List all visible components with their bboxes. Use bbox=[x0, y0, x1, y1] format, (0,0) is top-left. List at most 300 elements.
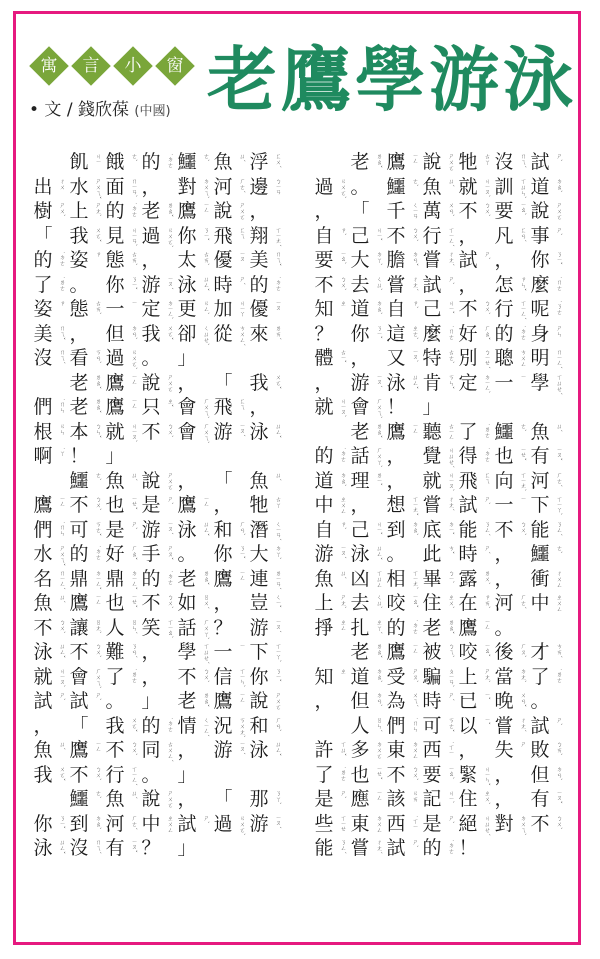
text-cell bbox=[385, 493, 421, 517]
character: 「 bbox=[213, 788, 233, 811]
zhuyin-annotation: ㄈㄢˊ bbox=[519, 226, 526, 242]
character: 膽 bbox=[386, 249, 406, 272]
text-cell bbox=[68, 567, 104, 591]
zhuyin-annotation: ㄏㄨㄟˋ bbox=[202, 398, 209, 420]
character: 的 bbox=[33, 249, 53, 272]
zhuyin-annotation: ㄉㄨㄥ bbox=[411, 741, 418, 760]
zhuyin-annotation: ㄘˇ bbox=[447, 545, 454, 555]
text-row bbox=[313, 150, 573, 175]
character: 潛 bbox=[249, 518, 269, 541]
character: 鱷 bbox=[494, 420, 514, 443]
text-row bbox=[32, 689, 292, 714]
text-cell bbox=[313, 273, 349, 297]
zhuyin-annotation: ㄑㄩˋ bbox=[375, 594, 382, 610]
zhuyin-annotation: ㄧㄝˇ bbox=[375, 765, 382, 780]
character: 態 bbox=[69, 298, 89, 321]
character: 上 bbox=[458, 665, 478, 688]
zhuyin-annotation: ㄓㄚˊ bbox=[375, 618, 382, 634]
text-cell bbox=[176, 665, 212, 689]
zhuyin-annotation: ㄅㄞˋ bbox=[555, 741, 562, 757]
zhuyin-annotation: ㄜˋ bbox=[94, 790, 101, 800]
text-cell bbox=[421, 420, 457, 444]
text-cell bbox=[493, 322, 529, 346]
zhuyin-annotation: ㄐㄧㄢˋ bbox=[130, 226, 137, 247]
zhuyin-annotation: ㄩㄥˇ bbox=[58, 643, 65, 659]
text-cell bbox=[176, 542, 212, 566]
text-cell bbox=[493, 787, 529, 811]
zhuyin-annotation: ㄌㄠˇ bbox=[447, 618, 454, 634]
character: 絕 bbox=[458, 812, 478, 835]
zhuyin-annotation: ㄒㄧㄠˋ bbox=[166, 618, 173, 639]
zhuyin-annotation: ㄩㄥˇ bbox=[202, 520, 209, 536]
character: 話 bbox=[177, 616, 197, 639]
text-cell bbox=[68, 640, 104, 664]
text-cell bbox=[32, 469, 68, 493]
zhuyin-annotation: ㄗˋ bbox=[339, 226, 346, 236]
text-cell bbox=[140, 542, 176, 566]
text-cell bbox=[457, 469, 493, 493]
character: 到 bbox=[386, 518, 406, 541]
article-title: 老鷹學游泳 bbox=[207, 39, 577, 121]
text-cell bbox=[140, 469, 176, 493]
text-cell bbox=[493, 248, 529, 272]
character: 鷹 bbox=[458, 616, 478, 639]
character: 中 bbox=[141, 812, 161, 835]
text-row bbox=[32, 665, 292, 690]
character: 也 bbox=[350, 763, 370, 786]
text-cell bbox=[104, 199, 140, 223]
text-cell bbox=[212, 322, 248, 346]
character: 了 bbox=[530, 665, 550, 688]
character: 水 bbox=[69, 175, 89, 198]
text-cell bbox=[385, 542, 421, 566]
text-cell bbox=[349, 395, 385, 419]
text-cell bbox=[529, 469, 565, 493]
text-cell bbox=[457, 836, 493, 860]
text-row bbox=[32, 248, 292, 273]
zhuyin-annotation: ㄧㄥ bbox=[202, 496, 209, 508]
zhuyin-annotation: ㄒㄩㄝˊ bbox=[555, 373, 562, 395]
text-cell bbox=[104, 567, 140, 591]
character: 鷹 bbox=[177, 200, 197, 223]
character: 姿 bbox=[69, 249, 89, 272]
zhuyin-annotation: ㄧˇ bbox=[483, 692, 490, 701]
section-badge-label: 寓 bbox=[40, 56, 58, 76]
text-cell bbox=[104, 469, 140, 493]
character: 相 bbox=[386, 567, 406, 590]
text-cell bbox=[421, 175, 457, 199]
text-cell bbox=[529, 567, 565, 591]
text-cell bbox=[104, 836, 140, 860]
text-cell bbox=[140, 150, 176, 174]
text-cell bbox=[68, 150, 104, 174]
text-cell bbox=[104, 395, 140, 419]
text-cell bbox=[421, 518, 457, 542]
character: 聰 bbox=[494, 347, 514, 370]
character: 一 bbox=[105, 298, 125, 321]
zhuyin-annotation: ㄧ bbox=[519, 373, 526, 379]
character: 應 bbox=[350, 788, 370, 811]
zhuyin-annotation: ㄩㄥˇ bbox=[274, 422, 281, 438]
character: 騙 bbox=[422, 665, 442, 688]
text-cell bbox=[248, 420, 284, 444]
text-cell bbox=[176, 346, 212, 370]
text-cell bbox=[68, 836, 104, 860]
text-cell bbox=[313, 518, 349, 542]
text-cell bbox=[176, 224, 212, 248]
character: ， bbox=[314, 690, 334, 713]
text-cell bbox=[212, 518, 248, 542]
zhuyin-annotation: ㄜˋ bbox=[130, 153, 137, 163]
text-cell bbox=[385, 640, 421, 664]
text-row bbox=[313, 812, 573, 837]
character: 也 bbox=[105, 494, 125, 517]
zhuyin-annotation: ㄋㄧˇ bbox=[555, 251, 562, 266]
zhuyin-annotation: ㄧㄡˇ bbox=[555, 790, 562, 805]
text-cell bbox=[32, 665, 68, 689]
text-row bbox=[313, 616, 573, 641]
character: 西 bbox=[386, 812, 406, 835]
character: 自 bbox=[314, 518, 334, 541]
character: 連 bbox=[249, 567, 269, 590]
zhuyin-annotation: ㄧ bbox=[519, 496, 526, 502]
zhuyin-annotation: ㄍㄨㄛˋ bbox=[339, 177, 346, 199]
text-cell bbox=[68, 469, 104, 493]
character: 但 bbox=[350, 690, 370, 713]
text-row bbox=[32, 297, 292, 322]
character: 身 bbox=[530, 322, 550, 345]
zhuyin-annotation: ㄋㄚˋ bbox=[274, 790, 281, 806]
text-cell bbox=[212, 640, 248, 664]
character: 為 bbox=[386, 690, 406, 713]
text-cell bbox=[421, 371, 457, 395]
text-cell bbox=[212, 469, 248, 493]
character: 你 bbox=[530, 249, 550, 272]
zhuyin-annotation: ㄧㄡˊ bbox=[166, 275, 173, 290]
text-cell bbox=[140, 420, 176, 444]
character: 不 bbox=[141, 420, 161, 443]
text-cell bbox=[493, 273, 529, 297]
character: 嘗 bbox=[422, 494, 442, 517]
text-cell bbox=[212, 689, 248, 713]
text-cell bbox=[104, 640, 140, 664]
zhuyin-annotation: ㄕㄨㄛ bbox=[447, 153, 454, 172]
zhuyin-annotation: ㄕㄤˋ bbox=[94, 202, 101, 218]
character: 河 bbox=[105, 812, 125, 835]
zhuyin-annotation: ㄊㄨㄥˊ bbox=[166, 741, 173, 763]
text-cell bbox=[140, 297, 176, 321]
character: 魚 bbox=[105, 469, 125, 492]
text-cell bbox=[529, 665, 565, 689]
zhuyin-annotation: ㄒㄧㄤˊ bbox=[274, 226, 281, 247]
zhuyin-annotation: ㄌㄨˋ bbox=[483, 569, 490, 585]
zhuyin-annotation: ㄕˋ bbox=[130, 520, 137, 530]
character: 魚 bbox=[314, 567, 334, 590]
text-cell bbox=[104, 542, 140, 566]
text-cell bbox=[421, 763, 457, 787]
character: 得 bbox=[458, 445, 478, 468]
text-cell bbox=[385, 567, 421, 591]
character: 泳 bbox=[386, 371, 406, 394]
text-row bbox=[313, 297, 573, 322]
character: 東 bbox=[350, 812, 370, 835]
zhuyin-annotation: ㄅㄨˋ bbox=[94, 765, 101, 781]
character: 試 bbox=[69, 690, 89, 713]
text-cell bbox=[140, 787, 176, 811]
character: 好 bbox=[458, 322, 478, 345]
character: 泳 bbox=[177, 518, 197, 541]
text-cell bbox=[176, 836, 212, 860]
character: 住 bbox=[458, 788, 478, 811]
text-row bbox=[32, 616, 292, 641]
character: 如 bbox=[177, 592, 197, 615]
character: ， bbox=[314, 200, 334, 223]
zhuyin-annotation: ㄍㄥˋ bbox=[202, 300, 209, 316]
zhuyin-annotation: ˙ㄇㄣ bbox=[411, 716, 418, 732]
character: 自 bbox=[314, 224, 334, 247]
zhuyin-annotation: ㄏㄨㄟˋ bbox=[94, 667, 101, 689]
character: 要 bbox=[314, 249, 334, 272]
text-cell bbox=[104, 812, 140, 836]
zhuyin-annotation: ㄕㄨㄟˇ bbox=[94, 177, 101, 199]
zhuyin-annotation: ㄉㄨㄟˋ bbox=[202, 177, 209, 199]
text-cell bbox=[529, 371, 565, 395]
zhuyin-annotation: ㄅㄨˋ bbox=[339, 275, 346, 291]
zhuyin-annotation: ㄓ bbox=[339, 300, 346, 307]
text-cell bbox=[493, 346, 529, 370]
text-cell bbox=[32, 493, 68, 517]
character: 」 bbox=[422, 396, 442, 419]
zhuyin-annotation: ㄅㄨˋ bbox=[555, 814, 562, 830]
zhuyin-annotation: ㄐㄧˇ bbox=[375, 520, 382, 535]
zhuyin-annotation: ㄜˋ bbox=[555, 545, 562, 555]
text-cell bbox=[104, 738, 140, 762]
zhuyin-annotation: ㄉㄧˇ bbox=[447, 520, 454, 535]
character: 泳 bbox=[249, 420, 269, 443]
text-cell bbox=[529, 297, 565, 321]
zhuyin-annotation: ㄩㄥˇ bbox=[411, 373, 418, 389]
zhuyin-annotation: ˙ㄉㄜ bbox=[94, 545, 101, 561]
zhuyin-annotation: ㄋㄢˊ bbox=[130, 643, 137, 659]
character: 不 bbox=[458, 298, 478, 321]
zhuyin-annotation: ㄇㄧㄢˋ bbox=[130, 177, 137, 198]
character: ， bbox=[314, 371, 334, 394]
text-cell bbox=[349, 371, 385, 395]
zhuyin-annotation: ㄧㄥ bbox=[130, 373, 137, 385]
text-cell bbox=[385, 689, 421, 713]
character: 說 bbox=[141, 371, 161, 394]
zhuyin-annotation: ㄧㄥ bbox=[58, 496, 65, 508]
character: 訓 bbox=[494, 175, 514, 198]
author-country: (中國) bbox=[134, 104, 171, 119]
zhuyin-annotation: ㄨㄟˊ bbox=[411, 692, 418, 708]
text-cell bbox=[313, 297, 349, 321]
zhuyin-annotation: ㄈㄟ bbox=[238, 398, 245, 411]
text-cell bbox=[176, 273, 212, 297]
text-cell bbox=[385, 273, 421, 297]
character: 就 bbox=[314, 396, 334, 419]
character: 時 bbox=[213, 273, 233, 296]
text-cell bbox=[248, 175, 284, 199]
text-row bbox=[32, 199, 292, 224]
zhuyin-annotation: ㄑㄩㄝˋ bbox=[202, 324, 209, 346]
text-cell bbox=[248, 297, 284, 321]
text-cell bbox=[493, 640, 529, 664]
text-cell bbox=[176, 787, 212, 811]
text-cell bbox=[349, 714, 385, 738]
character: 態 bbox=[105, 249, 125, 272]
zhuyin-annotation: ㄕˊ bbox=[238, 275, 245, 285]
zhuyin-annotation: ㄖㄣˊ bbox=[130, 618, 137, 634]
character: 鷹 bbox=[177, 494, 197, 517]
character: ， bbox=[213, 494, 233, 517]
text-cell bbox=[349, 518, 385, 542]
zhuyin-annotation: ㄕㄨㄛ bbox=[166, 373, 173, 392]
character: 太 bbox=[177, 249, 197, 272]
text-cell bbox=[68, 420, 104, 444]
character: 鱷 bbox=[530, 543, 550, 566]
zhuyin-annotation: ㄉㄨㄥ bbox=[375, 814, 382, 833]
zhuyin-annotation: ㄋㄥˊ bbox=[555, 520, 562, 536]
text-cell bbox=[421, 567, 457, 591]
character: 人 bbox=[105, 616, 125, 639]
character: 鷹 bbox=[69, 592, 89, 615]
zhuyin-annotation: ㄉㄚˋ bbox=[274, 545, 281, 561]
text-cell bbox=[421, 812, 457, 836]
character bbox=[313, 420, 335, 444]
text-cell bbox=[349, 248, 385, 272]
text-cell bbox=[349, 640, 385, 664]
character: 老 bbox=[177, 690, 197, 713]
character: 失 bbox=[494, 739, 514, 762]
text-row bbox=[32, 346, 292, 371]
text-cell bbox=[176, 616, 212, 640]
text-cell bbox=[140, 322, 176, 346]
text-cell bbox=[68, 738, 104, 762]
text-cell bbox=[385, 420, 421, 444]
zhuyin-annotation: ˙ㄉㄜ bbox=[166, 716, 173, 732]
zhuyin-annotation: ㄩㄥˇ bbox=[202, 275, 209, 291]
character: 「 bbox=[213, 371, 233, 394]
zhuyin-annotation: ㄜˋ bbox=[411, 177, 418, 187]
zhuyin-annotation: ㄌㄠˇ bbox=[94, 398, 101, 414]
zhuyin-annotation: ㄓㄨㄥ bbox=[555, 594, 562, 613]
character: 千 bbox=[386, 200, 406, 223]
character: 有 bbox=[530, 445, 550, 468]
character: 下 bbox=[249, 641, 269, 664]
character: 魚 bbox=[422, 175, 442, 198]
character: 別 bbox=[458, 347, 478, 370]
text-row bbox=[32, 224, 292, 249]
zhuyin-annotation: ㄕㄨㄛ bbox=[166, 471, 173, 490]
character: 呢 bbox=[530, 298, 550, 321]
zhuyin-annotation: ㄊㄞˋ bbox=[130, 251, 137, 267]
text-cell bbox=[212, 738, 248, 762]
zhuyin-annotation: ㄓㄨˋ bbox=[447, 594, 454, 610]
character: 過 bbox=[141, 224, 161, 247]
character: 我 bbox=[69, 224, 89, 247]
zhuyin-annotation: ㄧㄡˇ bbox=[130, 839, 137, 854]
zhuyin-annotation: ㄋㄥˊ bbox=[483, 520, 490, 536]
character: 我 bbox=[249, 371, 269, 394]
character: 不 bbox=[177, 665, 197, 688]
text-row bbox=[313, 836, 573, 861]
character: 以 bbox=[458, 714, 478, 737]
zhuyin-annotation: ㄌㄧㄢˊ bbox=[274, 569, 281, 590]
text-cell bbox=[493, 444, 529, 468]
character: 凡 bbox=[494, 224, 514, 247]
zhuyin-annotation: ㄏㄨㄚˋ bbox=[375, 447, 382, 469]
zhuyin-annotation: ˙ㄉㄜ bbox=[339, 447, 346, 463]
text-cell bbox=[349, 175, 385, 199]
zhuyin-annotation: ㄓㄥ bbox=[339, 618, 346, 631]
zhuyin-annotation: ㄌㄠˇ bbox=[375, 643, 382, 659]
text-cell bbox=[104, 322, 140, 346]
character: 聽 bbox=[422, 420, 442, 443]
text-cell bbox=[248, 787, 284, 811]
character: 鱷 bbox=[386, 175, 406, 198]
character: 才 bbox=[530, 641, 550, 664]
zhuyin-annotation: ㄎㄨㄤˋ bbox=[238, 716, 245, 738]
character: 不 bbox=[105, 739, 125, 762]
text-row bbox=[313, 224, 573, 249]
text-row bbox=[32, 591, 292, 616]
text-cell bbox=[349, 567, 385, 591]
character: 老 bbox=[350, 420, 370, 443]
zhuyin-annotation: ㄩˊ bbox=[58, 741, 65, 751]
zhuyin-annotation: ㄌㄠˇ bbox=[202, 569, 209, 585]
character: 己 bbox=[422, 298, 442, 321]
text-cell bbox=[493, 689, 529, 713]
zhuyin-annotation: ㄐㄧㄚ bbox=[238, 300, 245, 318]
character: 一 bbox=[213, 641, 233, 664]
zhuyin-annotation: ㄕㄨˋ bbox=[58, 202, 65, 218]
zhuyin-annotation: ㄘㄞˊ bbox=[555, 643, 562, 659]
character: 」 bbox=[177, 347, 197, 370]
character: 牠 bbox=[249, 494, 269, 517]
text-cell bbox=[32, 199, 68, 223]
text-cell bbox=[212, 591, 248, 615]
text-cell bbox=[68, 273, 104, 297]
zhuyin-annotation: ㄓㄨˋ bbox=[483, 790, 490, 806]
zhuyin-annotation: ㄊㄚ bbox=[274, 496, 281, 509]
character: 泳 bbox=[33, 641, 53, 664]
text-row bbox=[32, 836, 292, 861]
character: ？ bbox=[141, 837, 161, 860]
zhuyin-annotation: ˙ㄇㄣ bbox=[58, 398, 65, 414]
zhuyin-annotation: ㄗㄣˇ bbox=[519, 275, 526, 291]
character: 。 bbox=[141, 347, 161, 370]
text-cell bbox=[385, 787, 421, 811]
character: ， bbox=[494, 249, 514, 272]
text-cell bbox=[248, 199, 284, 223]
text-cell bbox=[349, 297, 385, 321]
zhuyin-annotation: ㄗˋ bbox=[339, 520, 346, 530]
character: 學 bbox=[177, 641, 197, 664]
text-cell bbox=[32, 542, 68, 566]
text-cell bbox=[140, 640, 176, 664]
zhuyin-annotation: ㄅㄣˇ bbox=[94, 422, 101, 438]
character: 咬 bbox=[386, 592, 406, 615]
zhuyin-annotation: ㄒㄧㄤˋ bbox=[519, 471, 526, 492]
character: ！ bbox=[386, 396, 406, 419]
text-cell bbox=[313, 591, 349, 615]
text-cell bbox=[493, 469, 529, 493]
text-cell bbox=[68, 395, 104, 419]
character: 中 bbox=[314, 494, 334, 517]
zhuyin-annotation: ㄧㄝˇ bbox=[130, 594, 137, 609]
character: 不 bbox=[458, 200, 478, 223]
